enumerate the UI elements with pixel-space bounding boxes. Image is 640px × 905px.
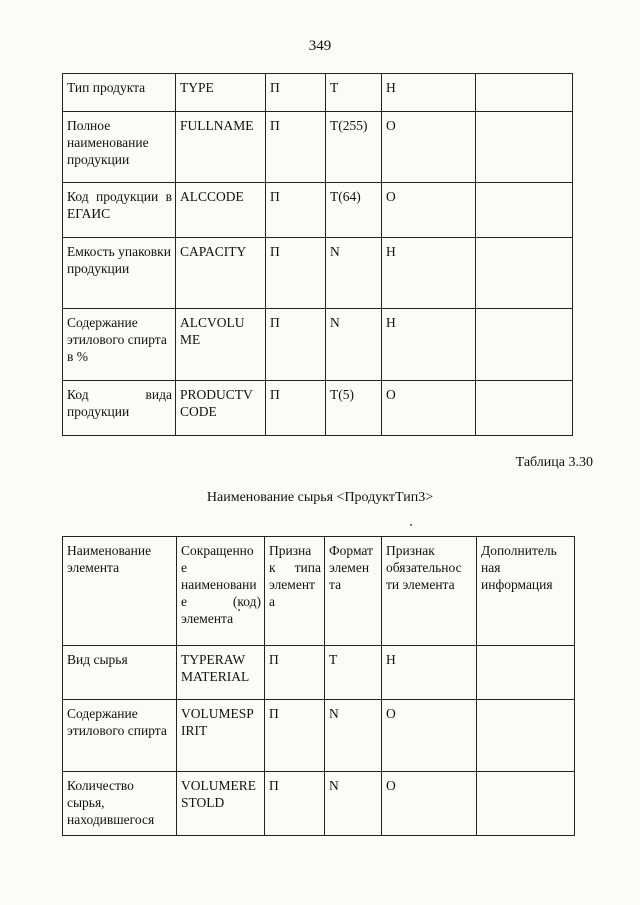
table-cell: ALCCODE bbox=[176, 183, 266, 238]
table-cell: Содержание этилового спирта в % bbox=[63, 309, 176, 381]
table-cell: Емкость упаковки продукции bbox=[63, 238, 176, 309]
table-header-row bbox=[63, 537, 575, 646]
table-row bbox=[63, 112, 573, 183]
table-cell: Н bbox=[382, 74, 476, 112]
table-cell bbox=[476, 238, 573, 309]
table-cell: П bbox=[266, 183, 326, 238]
table-cell: VOLUMERE STOLD bbox=[177, 772, 265, 836]
table-cell: П bbox=[266, 238, 326, 309]
table-cell: Полное наименование продукции bbox=[63, 112, 176, 183]
table-cell: PRODUCTV CODE bbox=[176, 381, 266, 436]
table-cell: ALCVOLU ME bbox=[176, 309, 266, 381]
table-cell: П bbox=[265, 646, 325, 700]
table-cell: Т bbox=[326, 74, 382, 112]
table-row bbox=[63, 74, 573, 112]
table-cell: П bbox=[265, 772, 325, 836]
column-header: Призна к типа элемент а bbox=[265, 537, 325, 646]
table-row bbox=[63, 700, 575, 772]
table-cell: О bbox=[382, 381, 476, 436]
table-cell: П bbox=[266, 381, 326, 436]
page-number: 349 bbox=[308, 38, 332, 54]
table-cell bbox=[477, 772, 575, 836]
column-header: Признак обязательнос ти элемента bbox=[382, 537, 477, 646]
table-row bbox=[63, 183, 573, 238]
table-row bbox=[63, 772, 575, 836]
table-cell: N bbox=[326, 309, 382, 381]
table-cell: Код продукции в ЕГАИС bbox=[63, 183, 176, 238]
table-cell: Т(5) bbox=[326, 381, 382, 436]
table-cell: Тип продукта bbox=[63, 74, 176, 112]
table-cell: П bbox=[266, 112, 326, 183]
table-cell bbox=[476, 381, 573, 436]
table-cell: TYPE bbox=[176, 74, 266, 112]
table-cell: Количество сырья, находившегося bbox=[63, 772, 177, 836]
table-cell: N bbox=[325, 772, 382, 836]
table-cell: Н bbox=[382, 309, 476, 381]
table-cell: TYPERAW MATERIAL bbox=[177, 646, 265, 700]
table-cell: Вид сырья bbox=[63, 646, 177, 700]
table-cell bbox=[476, 309, 573, 381]
table-cell bbox=[476, 183, 573, 238]
table-cell bbox=[476, 74, 573, 112]
table-cell bbox=[477, 700, 575, 772]
table-cell: CAPACITY bbox=[176, 238, 266, 309]
table-title: Наименование сырья <ПродуктТип3> bbox=[206, 490, 434, 505]
table-cell: Содержание этилового спирта bbox=[63, 700, 177, 772]
table-cell: Н bbox=[382, 238, 476, 309]
table-row bbox=[63, 238, 573, 309]
table-row bbox=[63, 309, 573, 381]
table-caption: Таблица 3.30 bbox=[515, 455, 593, 470]
raw-material-fields-table bbox=[62, 536, 575, 836]
table-cell: О bbox=[382, 183, 476, 238]
table-cell: FULLNAME bbox=[176, 112, 266, 183]
table-cell: О bbox=[382, 700, 477, 772]
column-header: Сокращенно е наименовани е (код) элемента bbox=[177, 537, 265, 646]
table-cell: VOLUMESP IRIT bbox=[177, 700, 265, 772]
table-cell: О bbox=[382, 772, 477, 836]
table-cell: Т(64) bbox=[326, 183, 382, 238]
table-cell: Т bbox=[325, 646, 382, 700]
table-cell: П bbox=[266, 74, 326, 112]
table-row bbox=[63, 646, 575, 700]
table-cell: П bbox=[266, 309, 326, 381]
column-header: Формат элемен та bbox=[325, 537, 382, 646]
product-fields-table bbox=[62, 73, 573, 436]
column-header: Дополнитель ная информация bbox=[477, 537, 575, 646]
table-cell: Т(255) bbox=[326, 112, 382, 183]
table-cell: Н bbox=[382, 646, 477, 700]
table-cell: П bbox=[265, 700, 325, 772]
column-header: Наименование элемента bbox=[63, 537, 177, 646]
table-row bbox=[63, 381, 573, 436]
table-cell: N bbox=[326, 238, 382, 309]
scan-speck bbox=[410, 524, 412, 526]
table-cell: N bbox=[325, 700, 382, 772]
table-cell: Код вида продукции bbox=[63, 381, 176, 436]
table-cell bbox=[477, 646, 575, 700]
table-cell: О bbox=[382, 112, 476, 183]
table-cell bbox=[476, 112, 573, 183]
